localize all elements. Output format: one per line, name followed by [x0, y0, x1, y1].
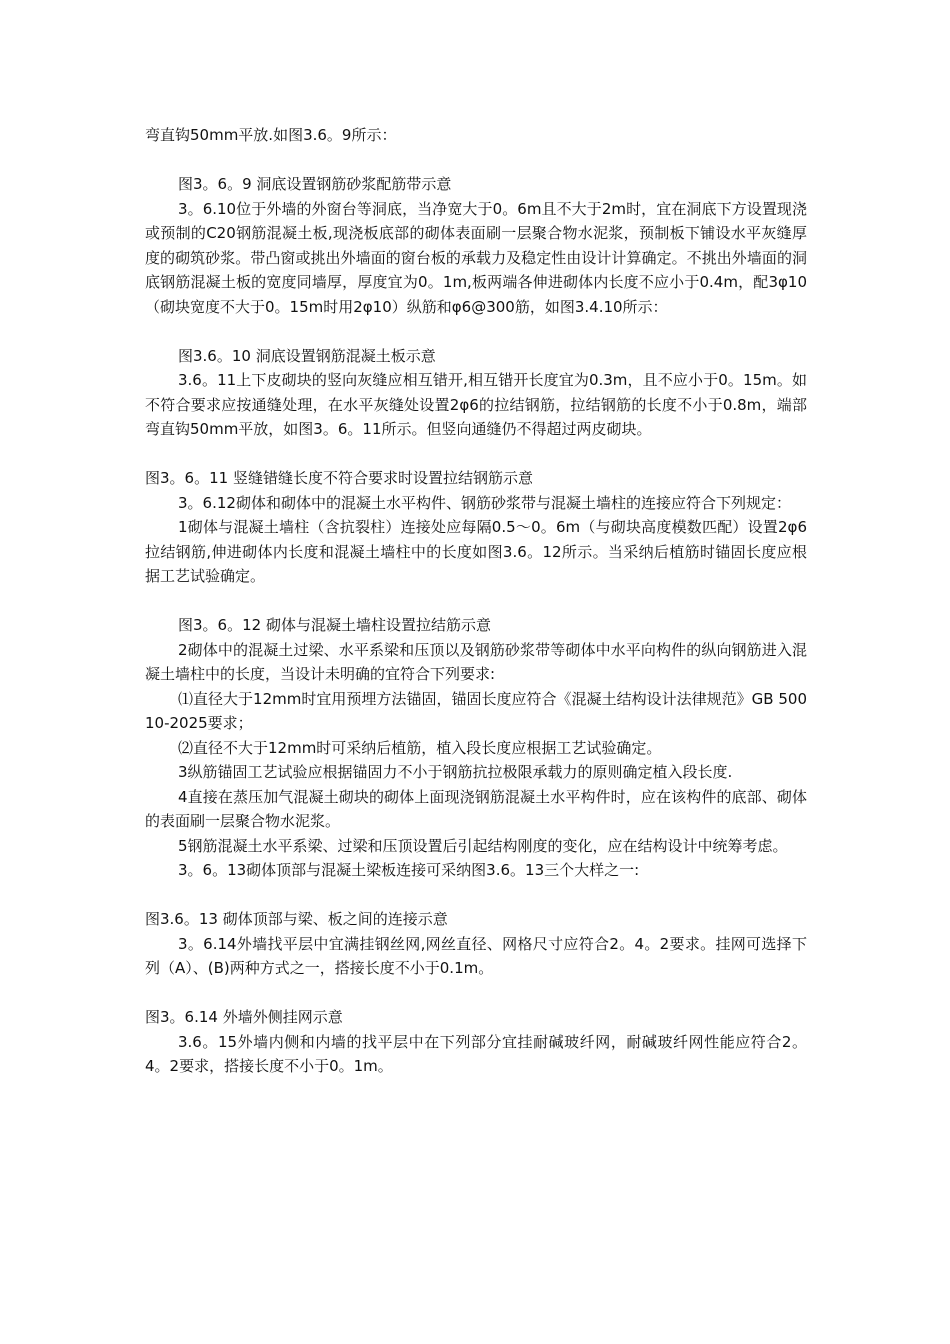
paragraph-text: 1砌体与混凝土墙柱（含抗裂柱）连接处应每隔0.5～0。6m（与砌块高度模数匹配）设置2φ6拉结钢筋,伸进砌体内长度和混凝土墙柱中的长度如图3.6。12所示。当采纳后植筋时锚固长度应根据工艺试验确定。 [145, 518, 807, 585]
figure-caption: 图3。6。11 竖缝错缝长度不符合要求时设置拉结钢筋示意 [145, 469, 533, 487]
paragraph-text: 5钢筋混凝土水平系梁、过梁和压顶设置后引起结构刚度的变化，应在结构设计中统筹考虑。 [178, 836, 788, 855]
paragraph-text: ⑵直径不大于12mm时可采纳后植筋，植入段长度应根据工艺试验确定。 [178, 738, 662, 757]
paragraph-text: 4直接在蒸压加气混凝土砌块的砌体上面现浇钢筋混凝土水平构件时，应在该构件的底部、砌体的表面刷一层聚合物水泥浆。 [145, 787, 807, 830]
paragraph-text: 弯直钩50mm平放.如图3.6。9所示： [145, 126, 397, 144]
figure-caption: 图3。6.14 外墙外侧挂网示意 [145, 1008, 343, 1026]
paragraph-text: 3。6.12砌体和砌体中的混凝土水平构件、钢筋砂浆带与混凝土墙柱的连接应符合下列规定： [178, 493, 791, 512]
paragraph-text: 3。6。13砌体顶部与混凝土梁板连接可采纳图3.6。13三个大样之一: [178, 861, 640, 879]
paragraph-text: 3.6。11上下皮砌块的竖向灰缝应相互错开,相互错开长度宜为0.3m，且不应小于0。15m。如不符合要求应按通缝处理，在水平灰缝处设置2φ6的拉结钢筋，拉结钢筋的长度不小于0.8m，端部弯直钩50mm平放，如图3。6。11所示。但竖向通缝仍不得超过两皮砌块。 [145, 371, 807, 438]
paragraph-text: ⑴直径大于12mm时宜用预埋方法锚固，锚固长度应符合《混凝土结构设计法律规范》GB 50010-2025要求； [145, 689, 807, 732]
figure-caption: 图3.6。10 洞底设置钢筋混凝土板示意 [178, 346, 436, 365]
paragraph-text: 3。6.14外墙找平层中宜满挂钢丝网,网丝直径、网格尺寸应符合2。4。2要求。挂网可选择下列（A）、(B)两种方式之一，搭接长度不小于0.1m。 [145, 934, 807, 977]
paragraph-text: 3纵筋锚固工艺试验应根据锚固力不小于钢筋抗拉极限承载力的原则确定植入段长度. [178, 763, 733, 781]
document-body [145, 123, 807, 1079]
figure-caption: 图3。6。9 洞底设置钢筋砂浆配筋带示意 [178, 175, 452, 193]
paragraph-text: 3.6。15外墙内侧和内墙的找平层中在下列部分宜挂耐碱玻纤网，耐碱玻纤网性能应符合2。4。2要求，搭接长度不小于0。1m。 [145, 1032, 807, 1075]
paragraph-text: 3。6.10位于外墙的外窗台等洞底，当净宽大于0。6m且不大于2m时，宜在洞底下方设置现浇或预制的C20钢筋混凝土板,现浇板底部的砌体表面刷一层聚合物水泥浆，预制板下铺设水平灰缝厚度的砌筑砂浆。带凸窗或挑出外墙面的窗台板的承载力及稳定性由设计计算确定。不挑出外墙面的洞底钢筋混凝土板的宽度同墙厚，厚度宜为0。1m,板两端各伸进砌体内长度不应小于0.4m，配3φ10（砌块宽度不大于0。15m时用2φ10）纵筋和φ6@300筋，如图3.4.10所示： [145, 199, 807, 316]
paragraph-text: 2砌体中的混凝土过梁、水平系梁和压顶以及钢筋砂浆带等砌体中水平向构件的纵向钢筋进入混凝土墙柱中的长度，当设计未明确的宜符合下列要求: [145, 640, 807, 683]
figure-caption: 图3。6。12 砌体与混凝土墙柱设置拉结筋示意 [178, 616, 491, 634]
figure-caption: 图3.6。13 砌体顶部与梁、板之间的连接示意 [145, 910, 448, 928]
